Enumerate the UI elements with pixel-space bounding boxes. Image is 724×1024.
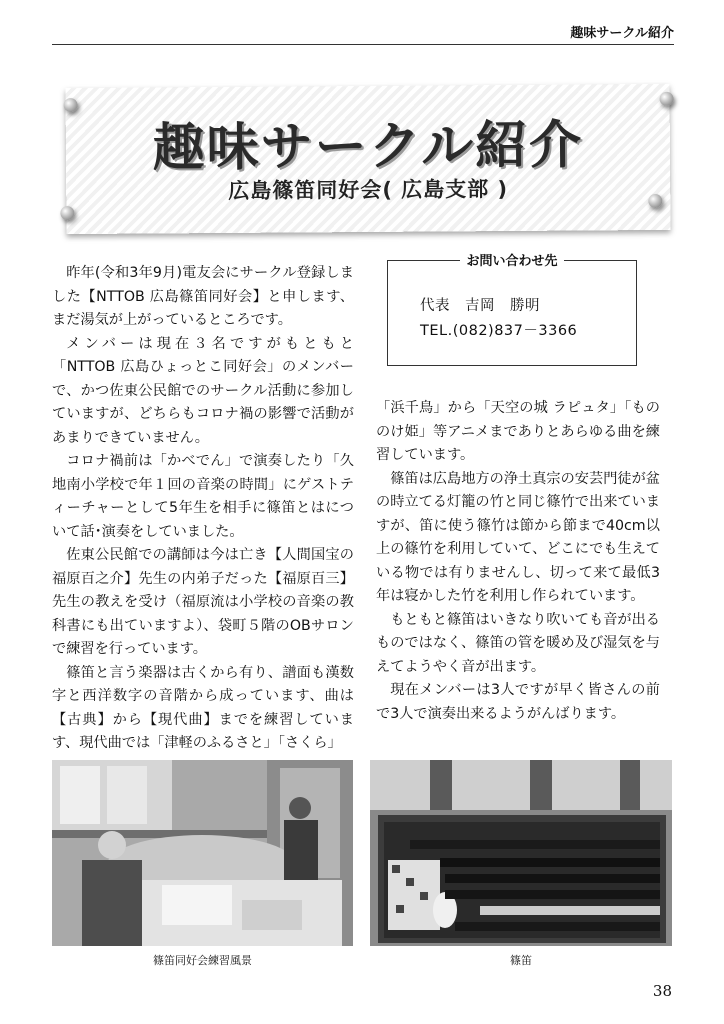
- article-paragraph: 篠笛と言う楽器は古くから有り、譜面も漢数字と西洋数字の音階から成っています、曲は【古典】から【現代曲】までを練習しています、現代曲では「津軽のふるさと」「さくら」: [52, 664, 354, 751]
- header-rule: [52, 44, 674, 45]
- article-right-column: [376, 397, 660, 726]
- page-title: 趣味サークル紹介: [152, 115, 584, 179]
- photo-caption: 篠笛同好会練習風景: [153, 954, 252, 967]
- article-paragraph: 篠笛は広島地方の浄土真宗の安芸門徒が盆の時立てる灯籠の竹と同じ篠竹で出来ていますが、笛に使う篠竹は節から節まで40cm以上の篠竹を利用していて、どこにでも生えている物では有りませんし、切って来て最低3年は寝かした竹を利用し作られています。: [376, 470, 660, 604]
- contact-tel: TEL.(082)837－3366: [420, 323, 578, 339]
- page-subtitle: 広島篠笛同好会( 広島支部 ): [228, 177, 509, 203]
- article-paragraph: 現在メンバーは3人ですが早く皆さんの前で3人で演奏出来るようがんばります。: [376, 682, 660, 722]
- section-label: 趣味サークル紹介: [570, 26, 674, 41]
- practice-photo: [52, 760, 353, 946]
- article-left-column: [52, 262, 354, 756]
- article-paragraph: メンバーは現在３名ですがもともと「NTTOB 広島ひょっとこ同好会」のメンバーで、かつ佐東公民館でのサークル活動に参加していますが、どちらもコロナ禍の影響で活動があまりできていません。: [52, 335, 354, 446]
- shinobue-photo: [370, 760, 672, 946]
- contact-box: [387, 254, 637, 366]
- title-banner: [65, 84, 670, 234]
- article-paragraph: コロナ禍前は「かべでん」で演奏したり「久地南小学校で年１回の音楽の時間」にゲストティーチャーとして5年生を相手に篠笛とはについて話･演奏をしていました。: [52, 453, 354, 540]
- article-paragraph: 「浜千鳥」から「天空の城 ラピュタ」「もののけ姫」等アニメまでありとあらゆる曲を練習しています。: [376, 400, 660, 463]
- article-paragraph: 佐東公民館での講師は今は亡き【人間国宝の福原百之介】先生の内弟子だった【福原百三】先生の教えを受け（福原流は小学校の音楽の教科書にも出ていますよ）、袋町５階のOBサロンで練習を行っています。: [52, 547, 354, 657]
- photo-caption: 篠笛: [510, 954, 532, 967]
- shinobue-photo-image: [370, 760, 672, 946]
- pushpin-icon: [60, 206, 74, 220]
- contact-title: お問い合わせ先: [460, 254, 563, 269]
- practice-photo-image: [52, 760, 353, 946]
- page-number: 38: [652, 982, 672, 1000]
- article-paragraph: もともと篠笛はいきなり吹いても音が出るものではなく、篠笛の管を暖め及び湿気を与えてようやく音が出ます。: [376, 611, 660, 675]
- article-paragraph: 昨年(令和3年9月)電友会にサークル登録しました【NTTOB 広島篠笛同好会】と申します、まだ湯気が上がっているところです。: [52, 265, 354, 328]
- contact-representative: 代表 吉岡 勝明: [420, 298, 540, 314]
